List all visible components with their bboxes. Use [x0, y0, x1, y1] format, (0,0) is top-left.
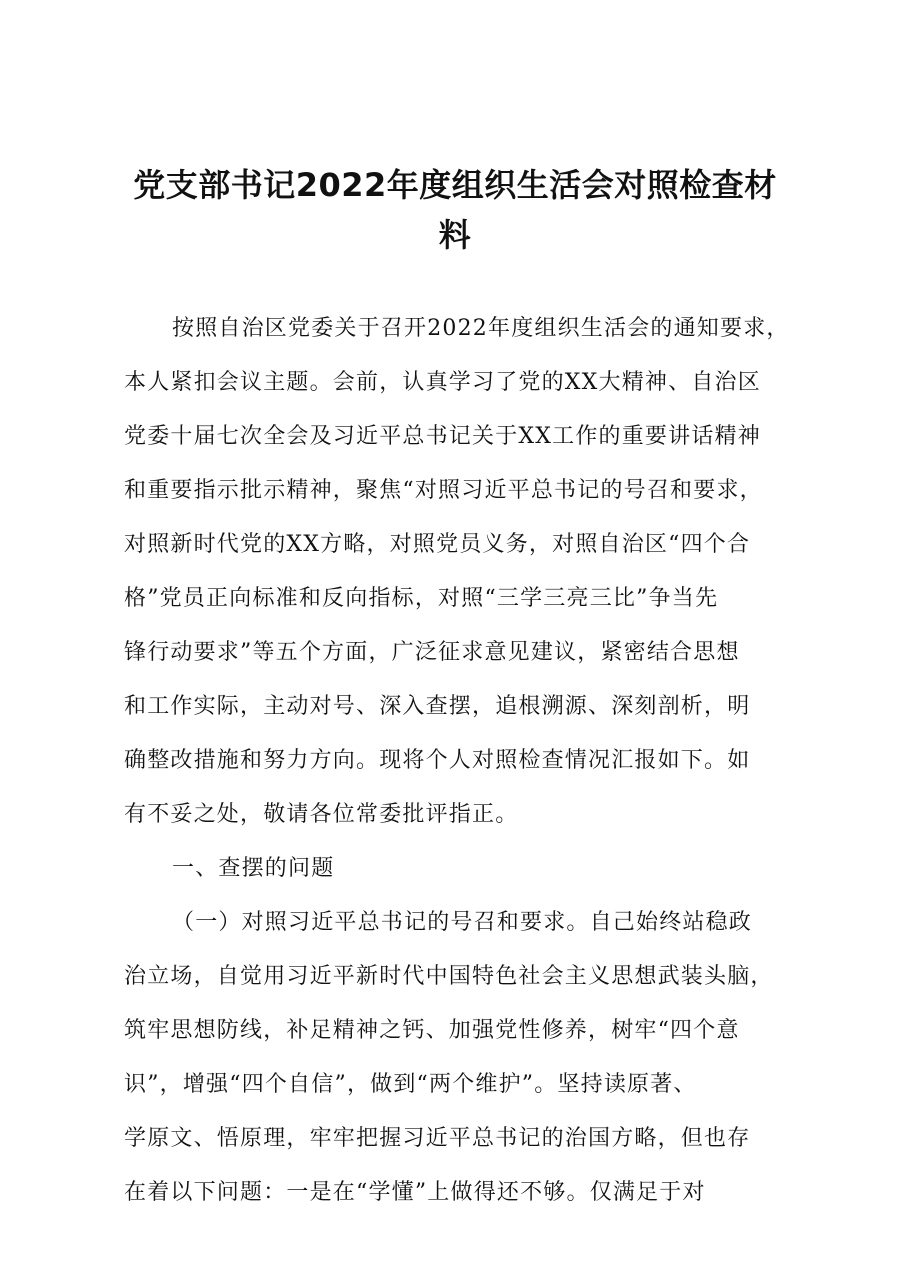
paragraph-line: 格”党员正向标准和反向指标，对照“三学三亮三比”争当先	[124, 586, 719, 611]
paragraph-line: 按照自治区党委关于召开2022年度组织生活会的通知要求，	[172, 316, 790, 341]
paragraph-line: （一）对照习近平总书记的号召和要求。自己始终站稳政	[172, 910, 753, 935]
paragraph-line: 筑牢思想防线，补足精神之钙、加强党性修养，树牢“四个意	[124, 1018, 740, 1043]
paragraph-line: 锋行动要求”等五个方面，广泛征求意见建议，紧密结合思想	[124, 640, 740, 665]
document-title	[110, 160, 800, 260]
paragraph-line: 和重要指示批示精神，聚焦“对照习近平总书记的号召和要求，	[124, 478, 763, 503]
paragraph-line: 和工作实际，主动对号、深入查摆，追根溯源、深刻剖析，明	[124, 694, 751, 719]
document-body	[124, 302, 804, 1220]
paragraph-line: 在着以下问题：一是在“学懂”上做得还不够。仅满足于对	[124, 1180, 706, 1205]
paragraph-line: 学原文、悟原理，牢牢把握习近平总书记的治国方略，但也存	[124, 1126, 751, 1151]
paragraph-line: 识”，增强“四个自信”，做到“两个维护”。坚持读原著、	[124, 1072, 697, 1097]
paragraph-line: 本人紧扣会议主题。会前，认真学习了党的XX大精神、自治区	[124, 370, 761, 395]
title-line-1: 党支部书记2022年度组织生活会对照检查材	[133, 166, 777, 204]
paragraph-line: 治立场，自觉用习近平新时代中国特色社会主义思想武装头脑，	[124, 964, 774, 989]
paragraph-line: 确整改措施和努力方向。现将个人对照检查情况汇报如下。如	[124, 748, 751, 773]
paragraph-line: 党委十届七次全会及习近平总书记关于XX工作的重要讲话精神	[124, 424, 761, 449]
paragraph-line: 有不妥之处，敬请各位常委批评指正。	[124, 802, 519, 827]
paragraph-line: 对照新时代党的XX方略，对照党员义务，对照自治区“四个合	[124, 532, 751, 557]
section-heading: 一、查摆的问题	[172, 856, 335, 881]
title-line-2: 料	[438, 216, 472, 254]
